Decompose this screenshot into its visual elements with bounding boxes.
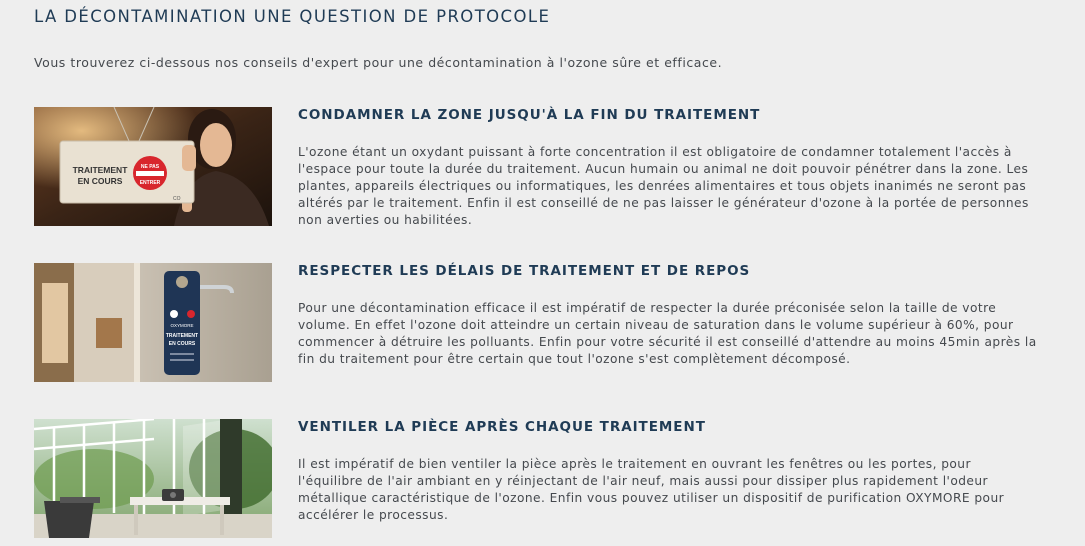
photo-closed-sign xyxy=(34,107,272,226)
sign-text-line2: EN COURS xyxy=(77,176,123,186)
section-text: L'ozone étant un oxydant puissant à forte concentration il est obligatoire de condamner totalement l'accès à l'espace pour toute la durée du traitement. Aucun humain ou animal ne doit pouvoir pénétrer dans la zone. Les plantes, appareils électriques ou informatiques, les denrées alimentaires et tous objets inanimés ne seront pas altérés par le traitement. Enfin il est conseillé de ne pas laisser le générateur d'ozone à la portée de personnes non averties ou habilitées. xyxy=(298,145,1029,227)
section-treatment-delays xyxy=(34,263,1074,383)
hanger-brand: OXYMORE xyxy=(170,323,194,328)
section-heading: VENTILER LA PIÈCE APRÈS CHAQUE TRAITEMENT xyxy=(298,419,706,435)
sign-badge-line2: ENTRER xyxy=(139,180,161,186)
section-text: Pour une décontamination efficace il est impératif de respecter la durée préconisée selon la taille de votre volume. En effet l'ozone doit atteindre un certain niveau de saturation dans le volume supérieur à 60%, pour commencer à détruire les polluants. Enfin pour votre sécurité il est conseillé d'attendre au moins 45min après la fin du traitement pour être certain que tout l'ozone s'est complètement décomposé. xyxy=(298,301,1037,366)
section-heading: CONDAMNER LA ZONE JUSQU'À LA FIN DU TRAITEMENT xyxy=(298,107,761,123)
sign-text-line1: TRAITEMENT xyxy=(72,165,128,175)
sign-tag: CO xyxy=(173,196,181,202)
section-close-zone xyxy=(34,107,1074,227)
photo-open-windows xyxy=(34,419,272,538)
page-title: LA DÉCONTAMINATION UNE QUESTION DE PROTOCOLE xyxy=(34,7,551,26)
page-intro: Vous trouverez ci-dessous nos conseils d'expert pour une décontamination à l'ozone sûre et efficace. xyxy=(34,55,723,70)
section-heading: RESPECTER LES DÉLAIS DE TRAITEMENT ET DE REPOS xyxy=(298,263,751,279)
sign-badge-line1: NE PAS xyxy=(140,164,160,170)
section-text: Il est impératif de bien ventiler la pièce après le traitement en ouvrant les fenêtres ou les portes, pour l'équilibre de l'air ambiant en y réinjectant de l'air neuf, mais aussi pour dissiper plus rapidement l'odeur métallique caractéristique de l'ozone. Enfin vous pouvez utiliser un dispositif de purification OXYMORE pour accélérer le processus. xyxy=(298,457,1005,522)
photo-door-hanger xyxy=(34,263,272,382)
section-ventilate xyxy=(34,419,1074,539)
hanger-text-line2: EN COURS xyxy=(168,341,196,347)
hanger-text-line1: TRAITEMENT xyxy=(165,333,199,339)
